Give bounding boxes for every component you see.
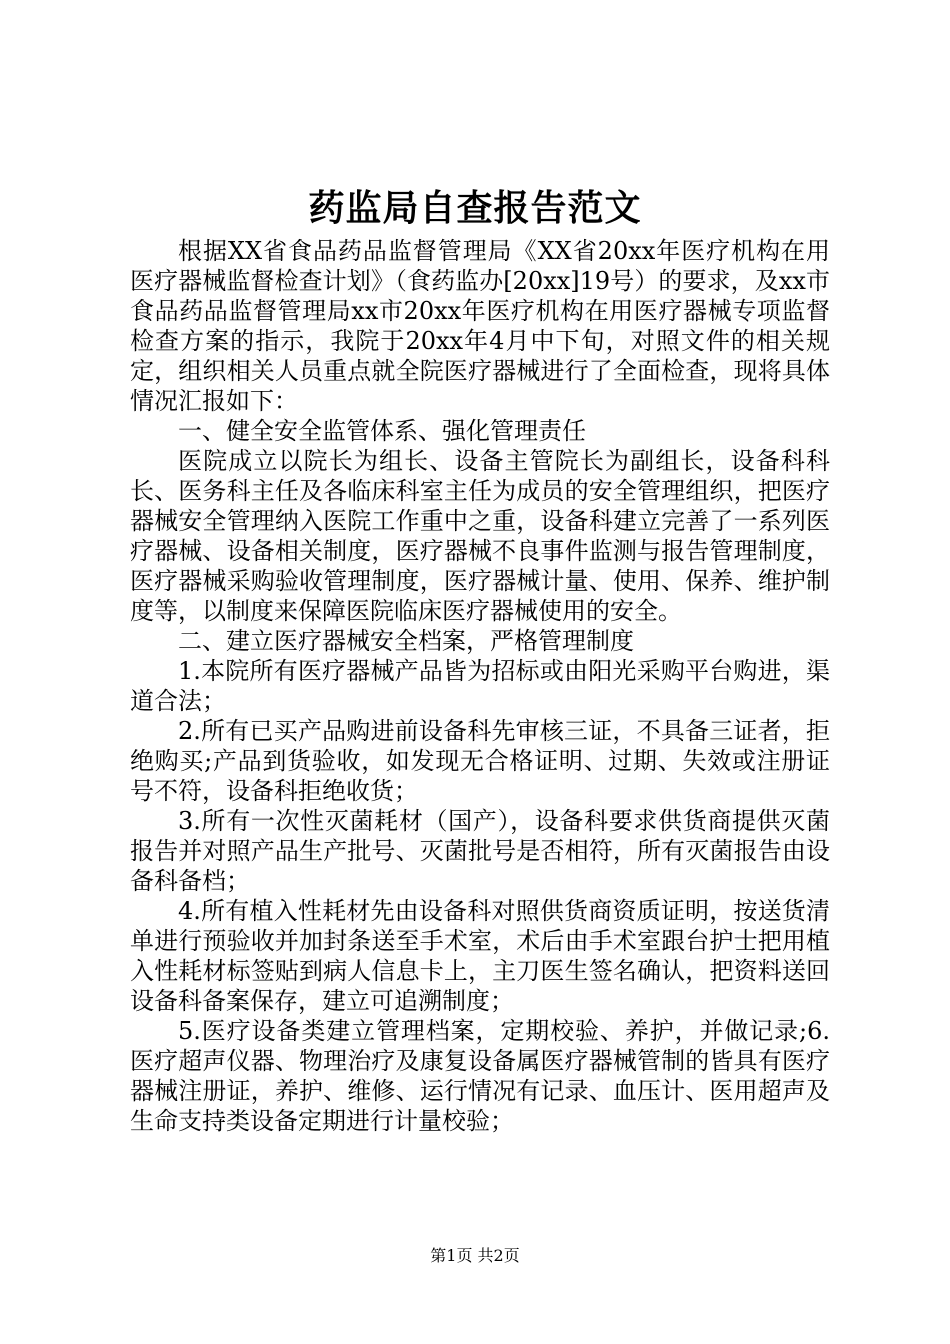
document-body	[130, 236, 830, 1136]
list-item-4: 4.所有植入性耗材先由设备科对照供货商资质证明，按送货清单进行预验收并加封条送至手术室，术后由手术室跟台护士把用植入性耗材标签贴到病人信息卡上，主刀医生签名确认，把资料送回设备科备案保存，建立可追溯制度；	[130, 897, 830, 1015]
section-heading-2: 二、建立医疗器械安全档案，严格管理制度	[178, 627, 634, 655]
document-title: 药监局自查报告范文	[308, 187, 642, 229]
list-item-5: 5.医疗设备类建立管理档案，定期校验、养护，并做记录;6.医疗超声仪器、物理治疗及康复设备属医疗器械管制的皆具有医疗器械注册证，养护、维修、运行情况有记录、血压计、医用超声及生命支持类设备定期进行计量校验；	[130, 1017, 830, 1135]
list-item-1: 1.本院所有医疗器械产品皆为招标或由阳光采购平台购进，渠道合法；	[130, 657, 830, 715]
intro-paragraph: 根据XX省食品药品监督管理局《XX省20xx年医疗机构在用医疗器械监督检查计划》（食药监办[20xx]19号）的要求，及xx市食品药品监督管理局xx市20xx年医疗机构在用医疗器械专项监督检查方案的指示，我院于20xx年4月中下旬，对照文件的相关规定，组织相关人员重点就全院医疗器械进行了全面检查，现将具体情况汇报如下：	[130, 237, 830, 415]
page-footer: 第1页 共2页	[430, 1246, 520, 1265]
section-heading-1: 一、健全安全监管体系、强化管理责任	[178, 417, 586, 445]
list-item-3: 3.所有一次性灭菌耗材（国产），设备科要求供货商提供灭菌报告并对照产品生产批号、灭菌批号是否相符，所有灭菌报告由设备科备档；	[130, 807, 830, 895]
list-item-2: 2.所有已买产品购进前设备科先审核三证，不具备三证者，拒绝购买;产品到货验收，如发现无合格证明、过期、失效或注册证号不符，设备科拒绝收货；	[130, 717, 830, 805]
section-paragraph-1: 医院成立以院长为组长、设备主管院长为副组长，设备科科长、医务科主任及各临床科室主任为成员的安全管理组织，把医疗器械安全管理纳入医院工作重中之重，设备科建立完善了一系列医疗器械、设备相关制度，医疗器械不良事件监测与报告管理制度，医疗器械采购验收管理制度，医疗器械计量、使用、保养、维护制度等，以制度来保障医院临床医疗器械使用的安全。	[130, 447, 830, 625]
